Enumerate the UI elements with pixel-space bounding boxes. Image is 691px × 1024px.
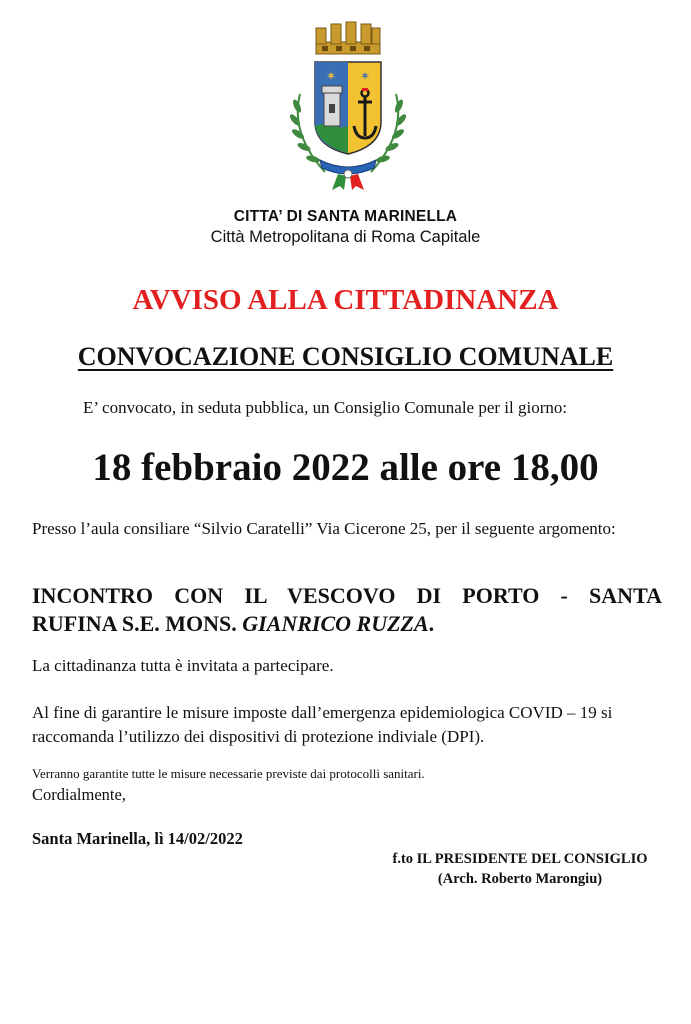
signature-block bbox=[340, 849, 691, 889]
signature-role: f.to IL PRESIDENTE DEL CONSIGLIO bbox=[392, 851, 648, 867]
notice-title: AVVISO ALLA CITTADINANZA bbox=[132, 284, 559, 316]
place-and-date: Santa Marinella, lì 14/02/2022 bbox=[32, 829, 243, 848]
svg-text:✶: ✶ bbox=[359, 69, 371, 83]
safety-note: Verranno garantite tutte le misure necessarie previste dai protocolli sanitari. bbox=[32, 766, 425, 781]
topic-line-1: INCONTRO CON IL VESCOVO DI PORTO - SANTA bbox=[32, 583, 662, 608]
metropolitan-city: Città Metropolitana di Roma Capitale bbox=[210, 228, 481, 246]
coat-of-arms-icon bbox=[280, 14, 416, 196]
covid-measures bbox=[32, 701, 662, 749]
topic-line-2-prefix: RUFINA S.E. MONS. bbox=[32, 611, 243, 636]
meeting-topic bbox=[32, 582, 662, 638]
convocation-title bbox=[0, 342, 691, 372]
ribbon-icon bbox=[320, 160, 376, 190]
svg-text:✶: ✶ bbox=[325, 69, 337, 83]
convocation-title-text: CONVOCAZIONE CONSIGLIO COMUNALE bbox=[77, 342, 614, 371]
covid-measures-line-1: Al fine di garantire le misure imposte dall’emergenza epidemiologica COVID – 19 si bbox=[32, 703, 613, 722]
meeting-datetime: 18 febbraio 2022 alle ore 18,00 bbox=[92, 446, 599, 489]
invitation-text: La cittadinanza tutta è invitata a partecipare. bbox=[32, 656, 334, 675]
shield-icon bbox=[315, 62, 381, 154]
covid-measures-line-2: raccomanda l’utilizzo dei dispositivi di protezione indiviale (DPI). bbox=[32, 727, 485, 746]
meeting-location: Presso l’aula consiliare “Silvio Caratelli” Via Cicerone 25, per il seguente argomento: bbox=[32, 519, 616, 538]
city-name: CITTA’ DI SANTA MARINELLA bbox=[233, 208, 458, 225]
signature-name: (Arch. Roberto Marongiu) bbox=[437, 871, 603, 887]
topic-line-2-suffix: . bbox=[428, 611, 435, 636]
closing-regards: Cordialmente, bbox=[32, 785, 126, 804]
crown-icon bbox=[316, 22, 380, 54]
topic-line-2-name: GIANRICO RUZZA bbox=[242, 611, 429, 636]
intro-text: E’ convocato, in seduta pubblica, un Consiglio Comunale per il giorno: bbox=[83, 398, 568, 417]
